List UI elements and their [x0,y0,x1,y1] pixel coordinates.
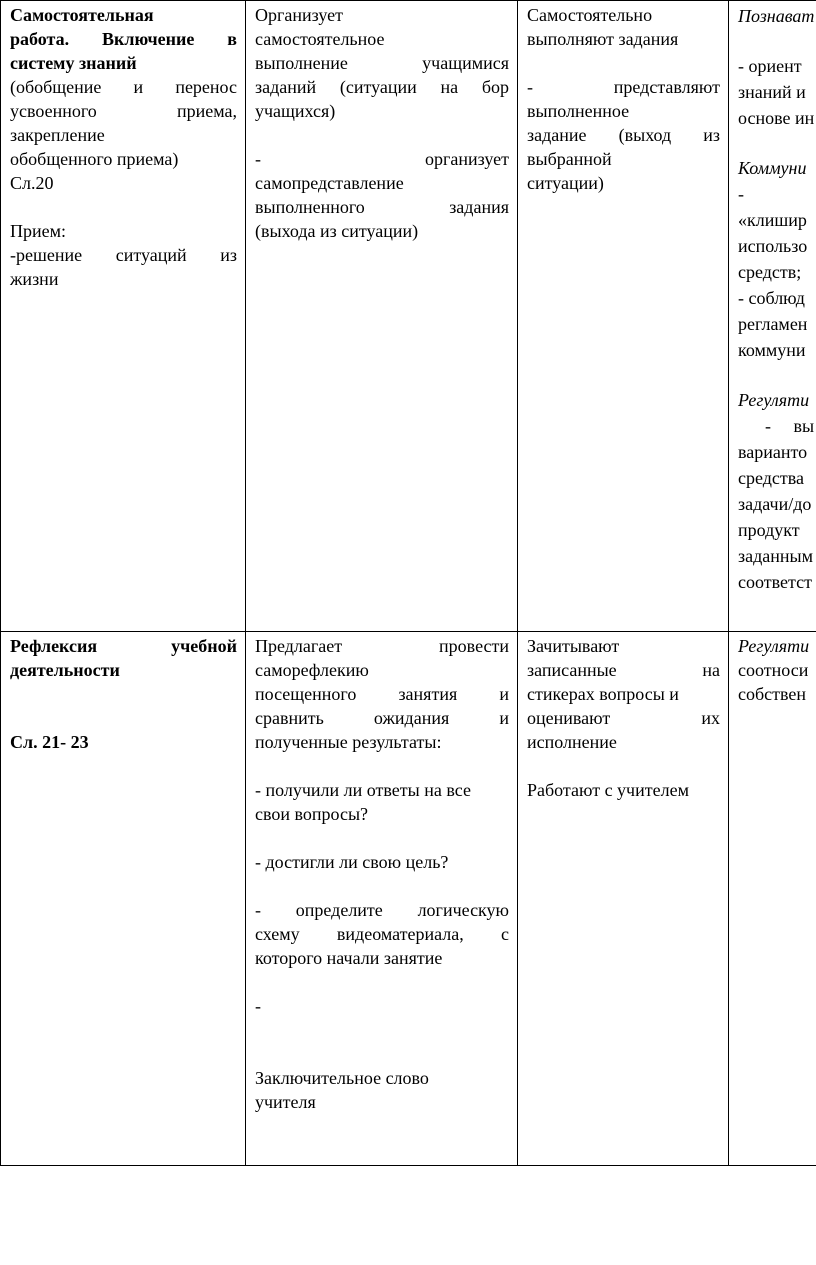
teacher-line: саморефлекию [255,660,369,680]
reflection-question: схему видеоматериала, с [255,924,509,944]
teacher-line: заданий (ситуации на бор [255,77,509,97]
reflection-question: которого начали занятие [255,948,443,968]
teacher-line: сравнить ожидания и [255,708,509,728]
stage-title-line: деятельности [10,660,120,680]
uud-line: задачи/до [738,494,812,514]
teacher-line: полученные результаты: [255,732,442,752]
teacher-line: посещенного занятия и [255,684,509,704]
method-line: жизни [10,269,59,289]
teacher-activity-cell [246,1,518,632]
uud-line: основе ин [738,108,815,128]
uud-line: заданным [738,546,813,566]
dash-line: - [255,996,261,1016]
student-line: исполнение [527,732,617,752]
uud-line: знаний и [738,82,806,102]
uud-line: продукт [738,520,800,540]
stage-title-line: Рефлексия учебной [10,636,237,656]
student-line: оценивают их [527,708,720,728]
method-line: -решение ситуаций из [10,245,237,265]
reflection-question: - получили ли ответы на все [255,780,471,800]
uud-line: средства [738,468,805,488]
uud-line: регламен [738,314,808,334]
uud-line: - вы [738,416,815,436]
method-label: Прием: [10,221,67,241]
student-line: ситуации) [527,173,604,193]
teacher-line: самостоятельное [255,29,385,49]
cognitive-uud-title: Познават [738,6,815,26]
teacher-line: Организует [255,5,343,25]
stage-cell [1,1,246,632]
teacher-line: Предлагает провести [255,636,509,656]
teacher-line: самопредставление [255,173,404,193]
stage-desc-line: усвоенного приема, [10,101,237,121]
communicative-uud-title: Коммуни [738,158,807,178]
student-line: Самостоятельно [527,5,653,25]
teacher-line: выполненного задания [255,197,509,217]
teacher-line: учащихся) [255,101,336,121]
student-line: Зачитывают [527,636,620,656]
uud-line: варианто [738,442,808,462]
student-activity-cell [518,632,729,1166]
slide-ref: Сл. 21- 23 [10,732,89,752]
stage-title-line: систему знаний [10,53,137,73]
student-line: записанные на [527,660,720,680]
regulatory-uud-title: Регуляти [738,636,810,656]
uud-line: - ориент [738,56,802,76]
uud-cell [729,1,816,632]
student-line: стикерах вопросы и [527,684,679,704]
teacher-line: выполнение учащимися [255,53,509,73]
student-line: выполненное [527,101,630,121]
stage-desc-line: закрепление [10,125,105,145]
student-activity-cell [518,1,729,632]
table-row [1,1,816,632]
teacher-activity-cell [246,632,518,1166]
student-line: задание (выход из [527,125,720,145]
teacher-line: (выхода из ситуации) [255,221,419,241]
uud-line: «клишир [738,210,807,230]
uud-line: - [738,184,744,204]
stage-desc-line: обобщенного приема) [10,149,179,169]
uud-line: соответст [738,572,812,592]
stage-title-line: работа. Включение в [10,29,237,49]
reflection-question: свои вопросы? [255,804,369,824]
regulatory-uud-title: Регуляти [738,390,810,410]
student-line: выполняют задания [527,29,679,49]
slide-ref: Сл.20 [10,173,54,193]
uud-line: средств; [738,262,802,282]
uud-line: - соблюд [738,288,805,308]
uud-cell [729,632,816,1166]
reflection-question: - достигли ли свою цель? [255,852,449,872]
teacher-line: - организует [255,149,509,169]
student-line: - представляют [527,77,720,97]
table-row [1,632,816,1166]
stage-desc-line: (обобщение и перенос [10,77,237,97]
final-word-line: Заключительное слово [255,1068,429,1088]
student-line: выбранной [527,149,612,169]
student-line: Работают с учителем [527,780,689,800]
uud-line: использо [738,236,808,256]
reflection-question: - определите логическую [255,900,509,920]
stage-cell [1,632,246,1166]
uud-line: соотноси [738,660,809,680]
stage-title-line: Самостоятельная [10,5,154,25]
final-word-line: учителя [255,1092,316,1112]
uud-line: собствен [738,684,807,704]
uud-line: коммуни [738,340,806,360]
